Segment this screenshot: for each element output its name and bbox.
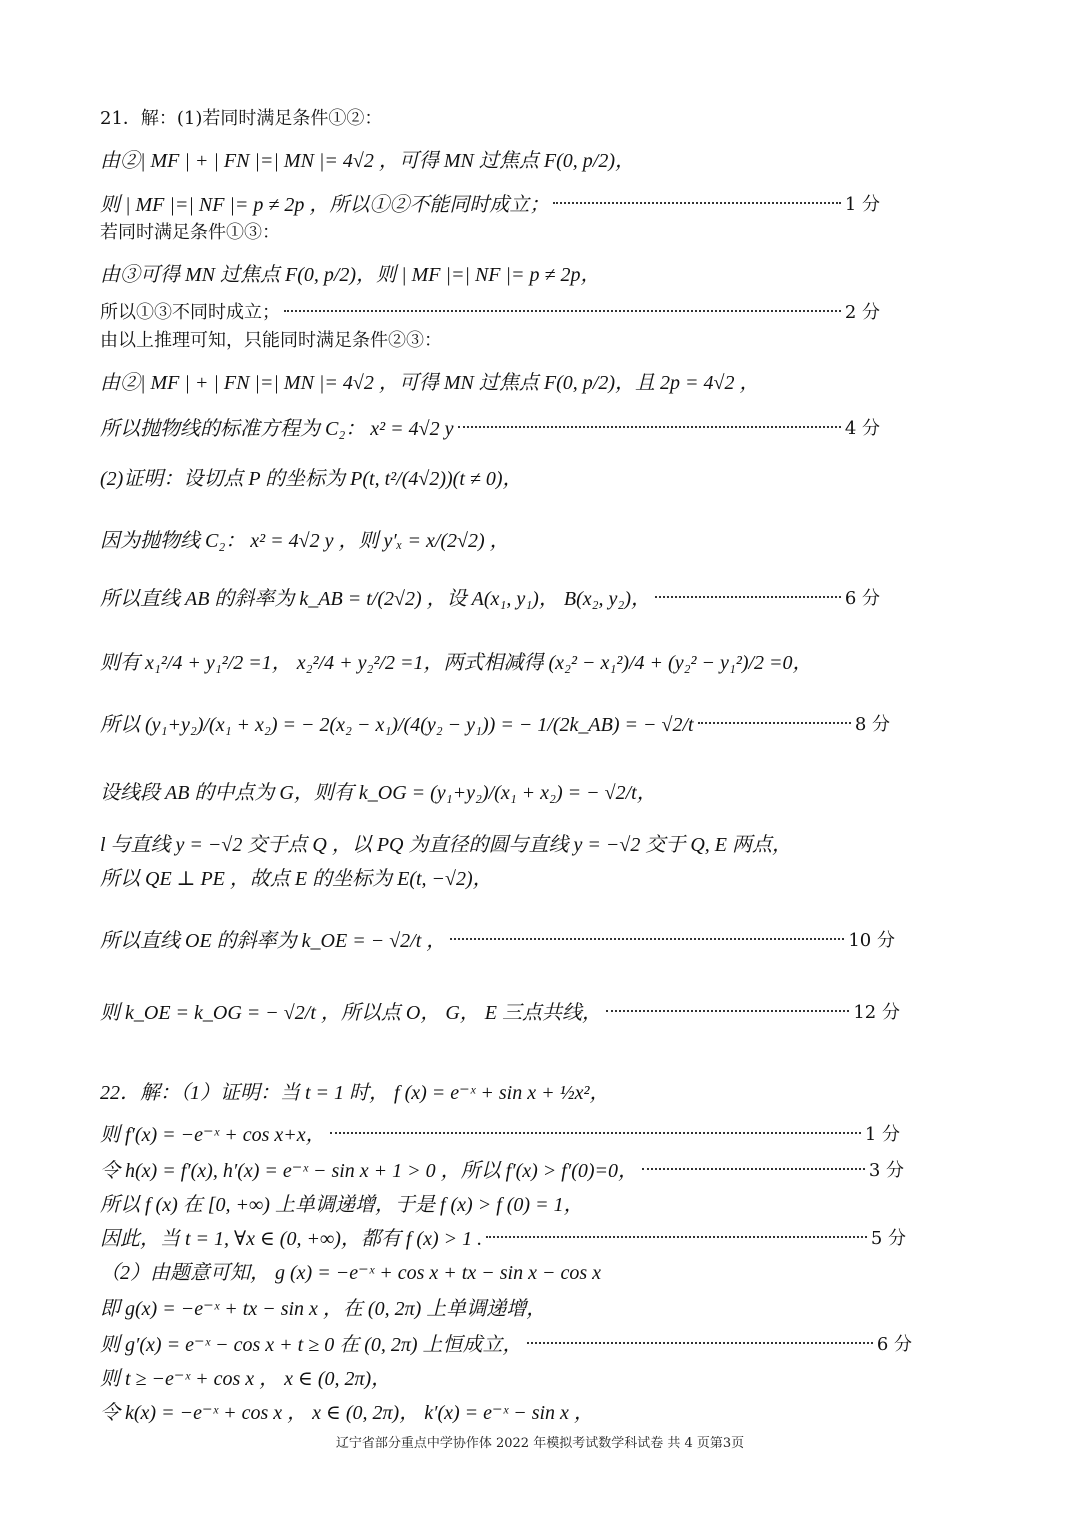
text-line [100, 1118, 900, 1147]
dot-leader [698, 722, 851, 724]
line-text: 22．解：（1）证明：当 t = 1 时， f (x) = e⁻ˣ + sin x + ½x²， [100, 1082, 610, 1104]
dot-leader [486, 1236, 867, 1238]
text-line [100, 1256, 900, 1285]
score-label: 1 分 [844, 193, 880, 215]
text-line [100, 646, 900, 675]
line-text: l 与直线 y = −√2 交于点 Q ，以 PQ 为直径的圆与直线 y = −√2 交于 Q, E 两点， [100, 834, 793, 856]
dot-leader [450, 938, 844, 940]
line-text: 由以上推理可知，只能同时满足条件②③： [100, 330, 442, 351]
line-text: （2）由题意可知， g (x) = −e⁻ˣ + cos x + tx − sin x − cos x [100, 1262, 601, 1284]
line-text: 所以 f (x) 在 [0, +∞) 上单调递增，于是 f (x) > f (0) = 1， [100, 1194, 584, 1216]
page-footer: 辽宁省部分重点中学协作体 2022 年模拟考试数学科试卷 共 4 页第3页 [335, 1436, 745, 1451]
dot-leader [606, 1010, 849, 1012]
dot-leader [330, 1132, 861, 1134]
line-text: 所以 QE ⊥ PE ，故点 E 的坐标为 E(t, −√2)， [100, 868, 493, 890]
line-text: 由②| MF | + | FN |=| MN |= 4√2 ，可得 MN 过焦点 F(0, p/2)， [100, 150, 635, 172]
score-label: 6 分 [876, 1333, 912, 1355]
dot-leader [642, 1168, 865, 1170]
line-text: 则 | MF |=| NF |= p ≠ 2p ，所以①②不能同时成立； [100, 194, 550, 216]
line-text: 所以直线 AB 的斜率为 k_AB = t/(2√2) ，设 A(x₁, y₁)， B(x₂, y₂)， [100, 588, 652, 610]
text-line [100, 104, 900, 130]
text-line [100, 298, 880, 324]
score-label: 6 分 [844, 587, 880, 609]
score-label: 1 分 [864, 1123, 900, 1145]
line-text: (2)证明：设切点 P 的坐标为 P(t, t²/(4√2))(t ≠ 0)， [100, 468, 523, 490]
line-text: 则 k_OE = k_OG = − √2/t ，所以点 O， G， E 三点共线， [100, 1002, 602, 1024]
text-line [100, 1076, 900, 1105]
score-label: 5 分 [870, 1227, 906, 1249]
text-line [100, 1188, 900, 1217]
text-line [100, 924, 895, 953]
text-line [100, 326, 900, 352]
line-text: 所以 (y₁+y₂)/(x₁ + x₂) = − 2(x₂ − x₁)/(4(y₂ − y₁)) = − 1/(2k_AB) = − √2/t [100, 714, 694, 736]
text-line [100, 1362, 900, 1391]
line-text: 则 f′(x) = −e⁻ˣ + cos x+x， [100, 1124, 326, 1146]
line-text: 所以①③不同时成立； [100, 302, 280, 323]
score-label: 8 分 [854, 713, 890, 735]
dot-leader [458, 426, 841, 428]
text-line [100, 862, 900, 891]
text-line [100, 582, 880, 611]
line-text: 即 g(x) = −e⁻ˣ + tx − sin x ，在 (0, 2π) 上单调递增， [100, 1298, 547, 1320]
text-line [100, 996, 900, 1025]
line-text: 若同时满足条件①③： [100, 222, 280, 243]
text-line [100, 1222, 906, 1251]
text-line [100, 776, 900, 805]
score-label: 4 分 [844, 417, 880, 439]
line-text: 由③可得 MN 过焦点 F(0, p/2)，则 | MF |=| NF |= p ≠ 2p， [100, 264, 601, 286]
dot-leader [553, 202, 840, 204]
text-line [100, 524, 900, 553]
text-line [100, 462, 900, 491]
line-text: 21．解：(1)若同时满足条件①②： [100, 108, 383, 129]
line-text: 则有 x₁²/4 + y₁²/2 =1， x₂²/4 + y₂²/2 =1，两式相减得 (x₂² − x₁²)/4 + (y₂² − y₁²)/2 =0， [100, 652, 813, 674]
dot-leader [655, 596, 841, 598]
text-line [100, 412, 880, 441]
dot-leader [284, 310, 841, 312]
text-line [100, 1292, 900, 1321]
line-text: 所以抛物线的标准方程为 C₂： x² = 4√2 y [100, 418, 454, 440]
score-label: 2 分 [844, 302, 880, 323]
line-text: 令 h(x) = f′(x), h′(x) = e⁻ˣ − sin x + 1 > 0 ，所以 f′(x) > f′(0)=0， [100, 1160, 639, 1182]
text-line [100, 258, 900, 287]
text-line [100, 1154, 904, 1183]
score-label: 3 分 [868, 1159, 904, 1181]
line-text: 令 k(x) = −e⁻ˣ + cos x ， x ∈ (0, 2π)， k′(x) = e⁻ˣ − sin x ， [100, 1402, 594, 1424]
score-label: 12 分 [853, 1001, 900, 1023]
score-label: 10 分 [848, 929, 895, 951]
text-line [100, 1396, 900, 1425]
text-line [100, 218, 900, 244]
line-text: 因此，当 t = 1, ∀x ∈ (0, +∞)，都有 f (x) > 1 . [100, 1228, 483, 1250]
line-text: 则 g′(x) = e⁻ˣ − cos x + t ≥ 0 在 (0, 2π) 上恒成立， [100, 1334, 523, 1356]
text-line [100, 828, 960, 857]
line-text: 则 t ≥ −e⁻ˣ + cos x ， x ∈ (0, 2π)， [100, 1368, 392, 1390]
text-line [100, 1328, 912, 1357]
text-line [100, 708, 890, 737]
text-line [100, 366, 900, 395]
line-text: 设线段 AB 的中点为 G，则有 k_OG = (y₁+y₂)/(x₁ + x₂) = − √2/t， [100, 782, 657, 804]
line-text: 由②| MF | + | FN |=| MN |= 4√2 ，可得 MN 过焦点 F(0, p/2)，且 2p = 4√2 ， [100, 372, 760, 394]
text-line [100, 144, 900, 173]
line-text: 所以直线 OE 的斜率为 k_OE = − √2/t ， [100, 930, 447, 952]
line-text: 因为抛物线 C₂： x² = 4√2 y ，则 y′ₓ = x/(2√2) ， [100, 530, 510, 552]
text-line [100, 188, 880, 217]
dot-leader [527, 1342, 873, 1344]
